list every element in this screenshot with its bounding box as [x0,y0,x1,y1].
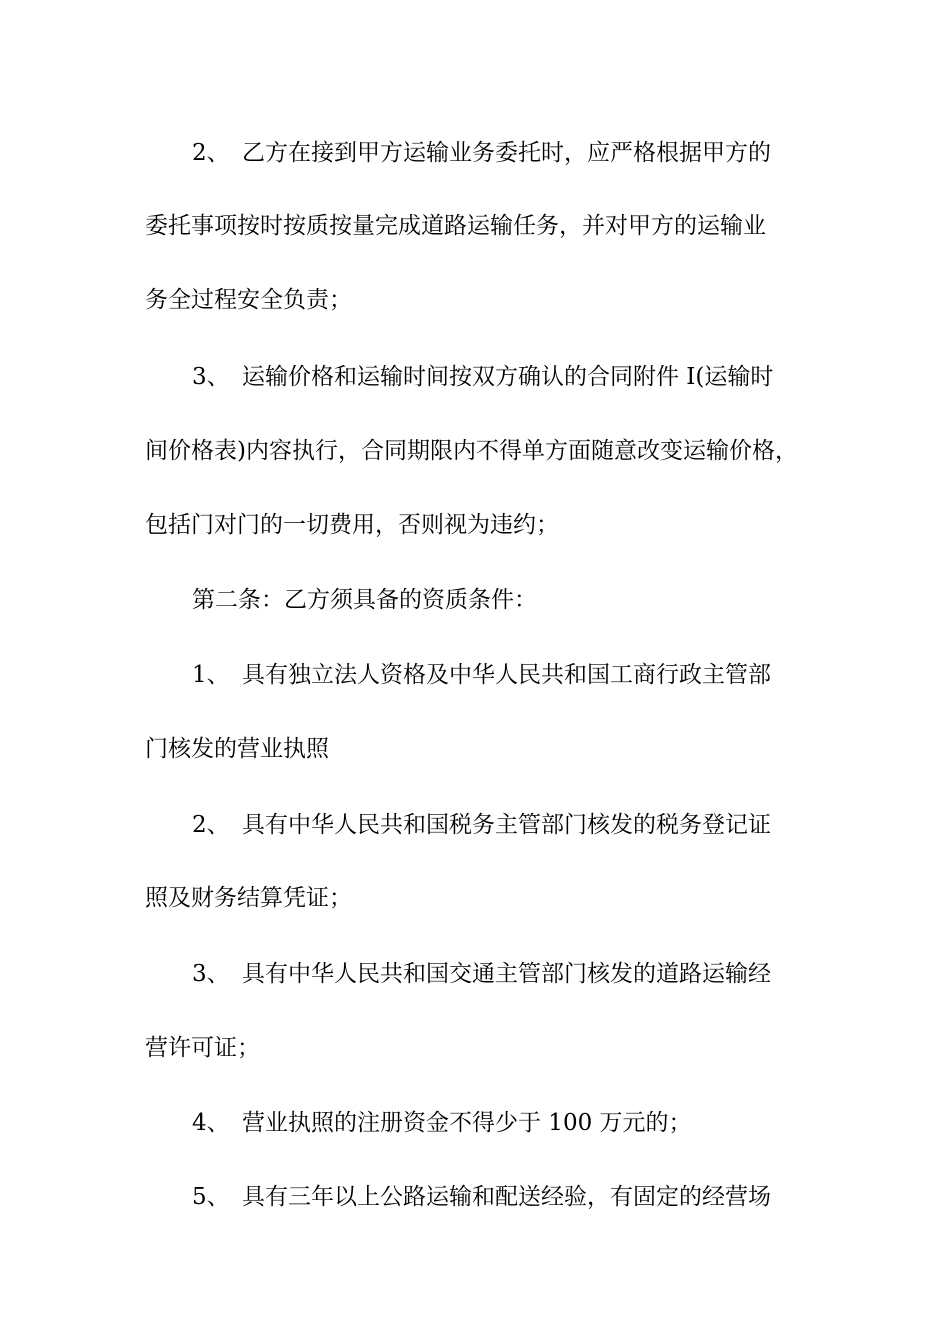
line-text: 照及财务结算凭证； [145,885,352,911]
section-heading [192,580,832,620]
item-number: 3、 [192,961,230,987]
paragraph-line [145,280,825,320]
line-text: 营许可证； [145,1035,260,1061]
paragraph-line [192,1177,832,1217]
line-text: 具有中华人民共和国税务主管部门核发的税务登记证 [242,812,771,838]
paragraph-line [145,505,825,545]
paragraph-line [145,431,825,471]
line-text: 具有独立法人资格及中华人民共和国工商行政主管部 [242,662,771,688]
line-text: 运输价格和运输时间按双方确认的合同附件 I(运输时 [242,364,774,390]
line-text: 第二条：乙方须具备的资质条件： [192,587,537,613]
item-number: 4、 [192,1110,230,1136]
line-text: 包括门对门的一切费用，否则视为违约； [145,512,559,538]
line-text: 乙方在接到甲方运输业务委托时，应严格根据甲方的 [242,140,771,166]
line-text: 具有三年以上公路运输和配送经验，有固定的经营场 [242,1184,771,1210]
paragraph-line [192,805,832,845]
line-text: 委托事项按时按质按量完成道路运输任务，并对甲方的运输业 [145,213,766,239]
line-text: 门核发的营业执照 [145,736,329,762]
paragraph-line [145,1028,825,1068]
item-number: 1、 [192,662,230,688]
item-number: 5、 [192,1184,230,1210]
paragraph-line [192,133,832,173]
paragraph-line [192,1103,832,1143]
paragraph-line [192,357,832,397]
paragraph-line [145,729,825,769]
item-number: 2、 [192,140,230,166]
paragraph-line [192,655,832,695]
line-text: 营业执照的注册资金不得少于 100 万元的； [242,1110,692,1136]
paragraph-line [145,206,825,246]
paragraph-line [145,878,825,918]
line-text: 具有中华人民共和国交通主管部门核发的道路运输经 [242,961,771,987]
item-number: 2、 [192,812,230,838]
line-text: 间价格表)内容执行，合同期限内不得单方面随意改变运输价格， [145,438,798,464]
item-number: 3、 [192,364,230,390]
line-text: 务全过程安全负责； [145,287,352,313]
paragraph-line [192,954,832,994]
